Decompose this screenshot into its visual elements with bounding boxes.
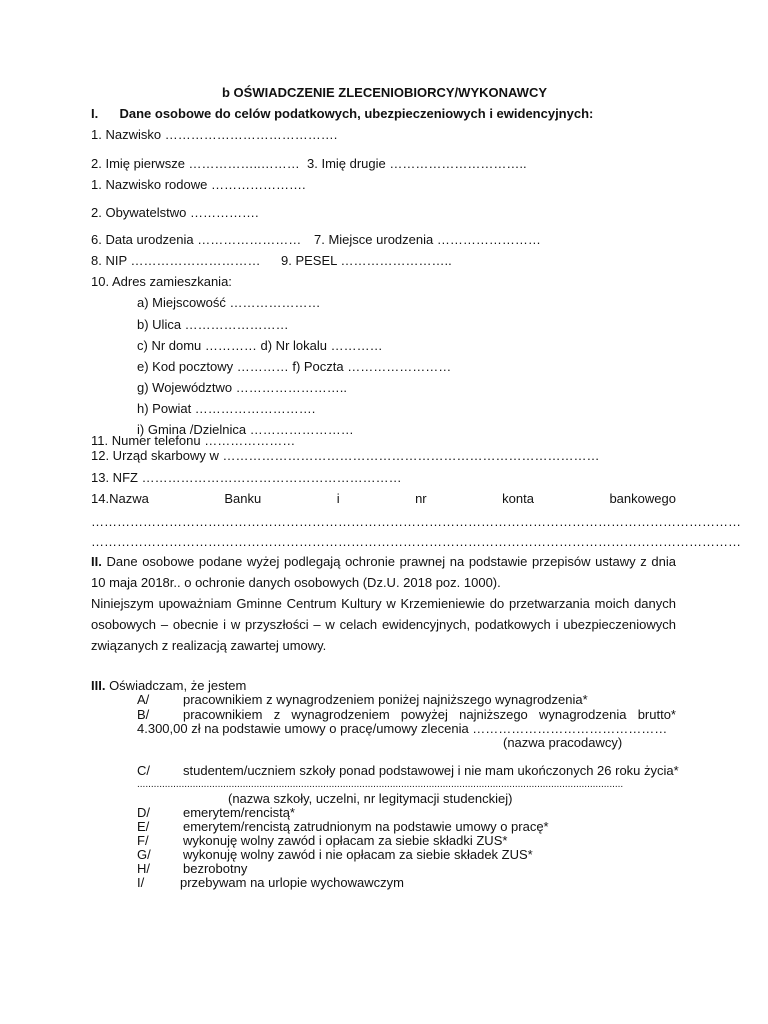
option-letter: A/ — [137, 692, 150, 707]
bank-word: nr — [415, 491, 427, 506]
field-imie-drugie: 3. Imię drugie ………………………….. — [307, 156, 527, 171]
field-miejscowosc: a) Miejscowość ………………… — [137, 295, 321, 310]
field-nazwisko-rodowe: 1. Nazwisko rodowe …………………. — [91, 177, 306, 192]
field-bank-line-2: …………………………………………………………………………………………………………………………………… — [91, 534, 741, 549]
field-imie-pierwsze: 2. Imię pierwsze ……………..……… — [91, 156, 300, 171]
field-urzad-skarbowy: 12. Urząd skarbowy w …………………………………………………………………………… — [91, 448, 600, 463]
option-c-dots: ............................................................................................................................................................................... — [137, 779, 624, 790]
option-b-line-2: 4.300,00 zł na podstawie umowy o pracę/umowy zlecenia ……………………………………… — [137, 721, 668, 736]
field-nfz: 13. NFZ …………………………………………………… — [91, 470, 402, 485]
section-3-heading — [91, 679, 246, 693]
option-text: emerytem/rencistą zatrudnionym na podstawie umowy o pracę* — [183, 819, 549, 834]
option-b — [137, 708, 676, 722]
section-2-number: II. — [91, 554, 102, 569]
bank-word: Banku — [224, 491, 262, 506]
section-3-number: III. — [91, 678, 106, 693]
field-kod-poczta: e) Kod pocztowy ………… f) Poczta …………………… — [137, 359, 452, 374]
section-3-title: Oświadczam, że jestem — [105, 678, 247, 693]
field-nazwisko: 1. Nazwisko …………………………………. — [91, 127, 338, 142]
bank-word: 14.Nazwa — [91, 491, 149, 506]
field-obywatelstwo: 2. Obywatelstwo ……………. — [91, 205, 259, 220]
field-ulica: b) Ulica …………………… — [137, 317, 289, 332]
section-2-text-1: Dane osobowe podane wyżej podlegają ochronie prawnej na podstawie przepisów ustawy z dnia 10 maja 2018r.. o ochronie danych osobowych (Dz.U. 2018 poz. 1000). — [91, 554, 676, 590]
field-nr-domu-lokalu: c) Nr domu ………… d) Nr lokalu ………… — [137, 338, 383, 353]
option-h — [137, 862, 247, 876]
field-miejsce-urodzenia: 7. Miejsce urodzenia …………………… — [314, 232, 541, 247]
bank-word: konta — [502, 491, 534, 506]
bank-word: bankowego — [609, 491, 676, 506]
option-text: bezrobotny — [183, 861, 248, 876]
option-c — [137, 764, 679, 778]
field-nip: 8. NIP ………………………… — [91, 253, 261, 268]
field-powiat: h) Powiat ………………………. — [137, 401, 316, 416]
bank-word: i — [336, 491, 340, 506]
option-letter: I/ — [137, 875, 145, 890]
section-2-paragraph-1 — [91, 551, 676, 593]
option-text: pracownikiem z wynagrodzeniem poniżej najniższego wynagrodzenia* — [183, 692, 588, 707]
option-b-note: (nazwa pracodawcy) — [503, 735, 623, 750]
field-wojewodztwo: g) Województwo …………………….. — [137, 380, 347, 395]
field-bank-line-1: …………………………………………………………………………………………………………………………………… — [91, 514, 741, 529]
option-letter: G/ — [137, 847, 151, 862]
field-gmina: i) Gmina /Dzielnica …………………… — [137, 422, 354, 437]
field-data-urodzenia: 6. Data urodzenia …………………… — [91, 232, 302, 247]
section-2-paragraph-2: Niniejszym upoważniam Gminne Centrum Kultury w Krzemieniewie do przetwarzania moich danych osobowych – obecnie i w przyszłości – w celach ewidencyjnych, podatkowych i ubezpieczeniowych związanych z realizacją zawartej umowy. — [91, 596, 676, 653]
option-c-note: (nazwa szkoły, uczelni, nr legitymacji studenckiej) — [228, 791, 513, 806]
section-1-heading — [91, 106, 593, 122]
option-text: studentem/uczniem szkoły ponad podstawowej i nie mam ukończonych 26 roku życia* — [183, 763, 679, 778]
option-text: przebywam na urlopie wychowawczym — [180, 875, 404, 890]
option-letter: H/ — [137, 861, 150, 876]
option-text: wykonuję wolny zawód i nie opłacam za siebie składek ZUS* — [183, 847, 533, 862]
option-g — [137, 848, 533, 862]
option-text: wykonuję wolny zawód i opłacam za siebie składki ZUS* — [183, 833, 508, 848]
option-f — [137, 834, 507, 848]
option-letter: C/ — [137, 763, 150, 778]
section-1-title: Dane osobowe do celów podatkowych, ubezpieczeniowych i ewidencyjnych: — [119, 106, 594, 121]
option-letter: B/ — [137, 707, 150, 722]
field-bank-label — [91, 491, 676, 507]
option-a — [137, 693, 588, 707]
option-letter: E/ — [137, 819, 150, 834]
field-pesel: 9. PESEL …………………….. — [281, 253, 452, 268]
option-text: emerytem/rencistą* — [183, 805, 295, 820]
field-adres-heading: 10. Adres zamieszkania: — [91, 274, 232, 289]
section-1-number: I. — [91, 106, 99, 121]
option-e — [137, 820, 549, 834]
option-letter: F/ — [137, 833, 149, 848]
option-letter: D/ — [137, 805, 150, 820]
field-telefon: 11. Numer telefonu ………………… — [91, 433, 296, 448]
option-i — [137, 876, 404, 890]
option-text: pracownikiem z wynagrodzeniem powyżej najniższego wynagrodzenia brutto* — [183, 707, 676, 722]
document-title: b OŚWIADCZENIE ZLECENIOBIORCY/WYKONAWCY — [222, 85, 547, 100]
option-d — [137, 806, 295, 820]
